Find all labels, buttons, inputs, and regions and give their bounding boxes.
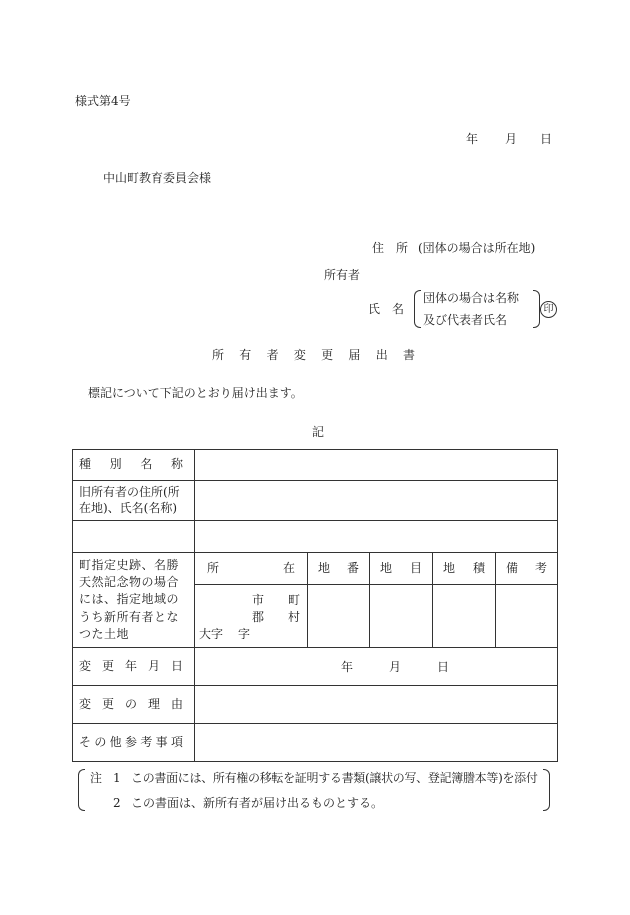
title-char: 更 (321, 348, 334, 362)
blank-value-cell[interactable] (195, 521, 558, 553)
title-char: 書 (402, 348, 415, 362)
title-char: 出 (375, 348, 388, 362)
kind-name-value-cell[interactable] (195, 450, 558, 481)
notification-table (72, 449, 558, 762)
table-row (73, 450, 558, 481)
table-row (73, 521, 558, 553)
note-2-text: この書面は、新所有者が届け出るものとする。 (131, 796, 384, 810)
location-value-cell[interactable] (195, 585, 308, 648)
other-notes-label: そ の 他 参 考 事 項 (73, 724, 195, 762)
col-header-remarks: 備 考 (496, 553, 558, 585)
document-title (212, 349, 415, 361)
lot-number-value-cell[interactable] (308, 585, 370, 648)
title-char: 者 (266, 348, 279, 362)
table-row (73, 553, 558, 585)
name-note-line2: 及び代表者氏名 (423, 313, 508, 327)
addressee: 中山町教育委員会様 (103, 171, 212, 185)
city-oaza: 大字 (199, 627, 224, 641)
table-row (73, 648, 558, 686)
date-day-label: 日 (540, 132, 553, 146)
address-note: (団体の場合は所在地) (418, 241, 536, 255)
prev-owner-label: 旧所有者の住所(所在地)、氏名(名称) (73, 481, 195, 521)
prev-owner-value-cell[interactable] (195, 481, 558, 521)
name-note-line1: 団体の場合は名称 (423, 291, 520, 305)
area-value-cell[interactable] (433, 585, 496, 648)
col-header-location: 所 在 (195, 553, 308, 585)
title-char: 届 (348, 348, 361, 362)
name-label: 氏 名 (368, 302, 405, 316)
change-date-value-cell[interactable] (195, 648, 558, 686)
name-note-brace-left (414, 290, 421, 328)
blank-label-cell (73, 521, 195, 553)
kind-name-label: 種 別 名 称 (73, 450, 195, 481)
notes-brace-left (78, 769, 85, 811)
seal-mark-icon: 印 (540, 301, 557, 318)
intro-text: 標記について下記のとおり届け出ます。 (88, 386, 303, 400)
col-header-area: 地 積 (433, 553, 496, 585)
city-shi: 市 (252, 593, 265, 607)
title-char: 有 (239, 348, 252, 362)
col-header-lot-number: 地 番 (308, 553, 370, 585)
form-number: 様式第4号 (75, 94, 131, 108)
table-row (73, 724, 558, 762)
other-notes-value-cell[interactable] (195, 724, 558, 762)
land-category-value-cell[interactable] (370, 585, 433, 648)
table-row (73, 686, 558, 724)
table-row (73, 481, 558, 521)
change-reason-label: 変 更 の 理 由 (73, 686, 195, 724)
date-year-label: 年 (466, 132, 479, 146)
notes-prefix: 注 (90, 771, 103, 785)
city-machi: 町 (288, 593, 301, 607)
change-reason-value-cell[interactable] (195, 686, 558, 724)
note-1-number: 1 (113, 771, 121, 785)
title-char: 変 (293, 348, 306, 362)
col-header-land-category: 地 目 (370, 553, 433, 585)
address-label: 住 所 (372, 241, 409, 255)
remarks-value-cell[interactable] (496, 585, 558, 648)
title-char: 所 (212, 348, 225, 362)
ki-heading: 記 (312, 425, 325, 439)
date-month-label: 月 (505, 132, 518, 146)
city-mura: 村 (288, 610, 301, 624)
note-1-text: この書面には、所有権の移転を証明する書類(譲状の写、登記簿謄本等)を添付 (131, 771, 538, 785)
change-date-label: 変 更 年 月 日 (73, 648, 195, 686)
note-2-number: 2 (113, 796, 121, 810)
city-gun: 郡 (252, 610, 265, 624)
owner-label: 所有者 (324, 268, 361, 282)
city-aza: 字 (238, 627, 251, 641)
notes-brace-right (543, 769, 550, 811)
change-year-label: 年 (341, 660, 354, 674)
change-month-label: 月 (389, 660, 402, 674)
name-note-brace-right (533, 290, 540, 328)
designated-land-label: 町指定史跡、名勝天然記念物の場合には、指定地域のうち新所有者となつた土地 (73, 553, 195, 648)
change-day-label: 日 (437, 660, 450, 674)
